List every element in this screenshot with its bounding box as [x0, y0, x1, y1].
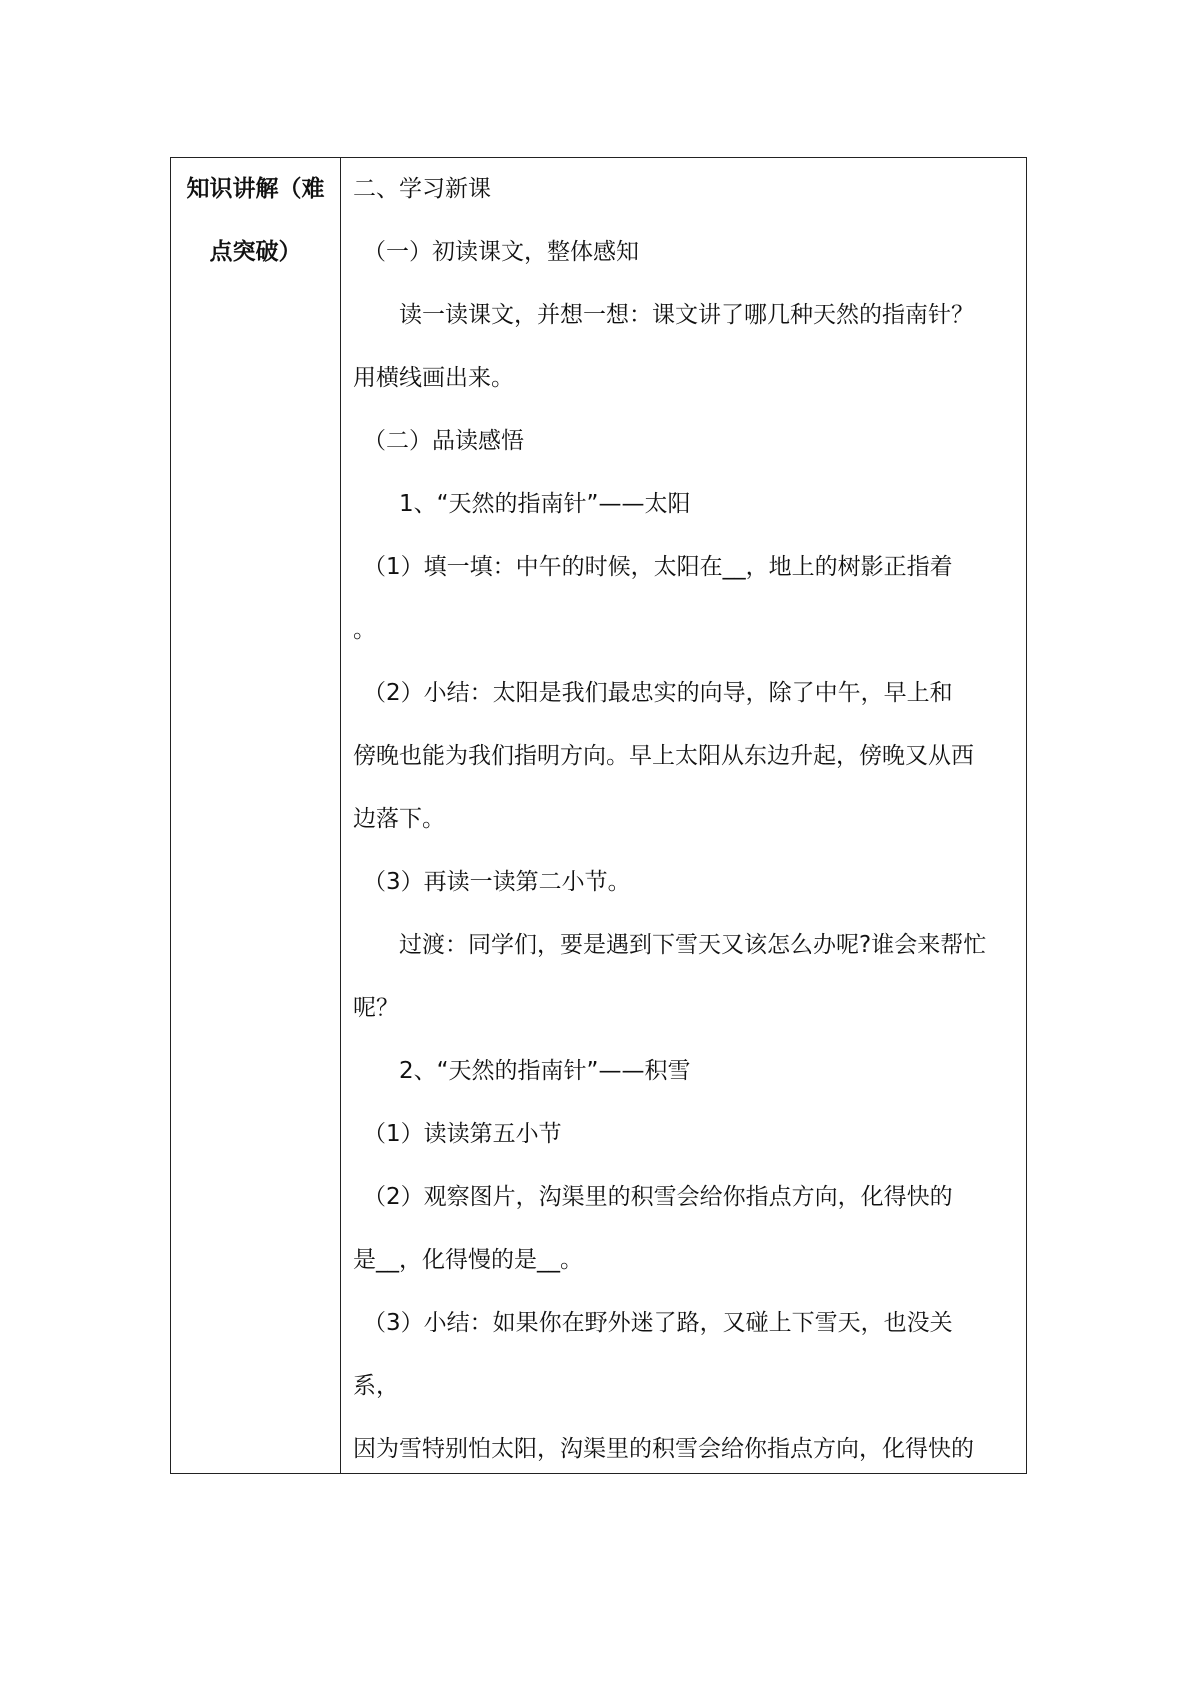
text-line: （2）小结：太阳是我们最忠实的向导，除了中午，早上和 — [363, 680, 953, 706]
text-line: 是__，化得慢的是__。 — [353, 1247, 583, 1273]
text-line: 用横线画出来。 — [353, 365, 514, 391]
text-line: （1）读读第五小节 — [363, 1121, 562, 1147]
text-line: 1、“天然的指南针”——太阳 — [399, 491, 691, 517]
lesson-content-cell — [341, 158, 1026, 1473]
text-line: （2）观察图片，沟渠里的积雪会给你指点方向，化得快的 — [363, 1184, 953, 1210]
text-line: （1）填一填：中午的时候，太阳在__，地上的树影正指着 — [363, 554, 953, 580]
text-line: （二）品读感悟 — [363, 428, 524, 454]
text-line: （一）初读课文，整体感知 — [363, 239, 639, 265]
text-line: 边落下。 — [353, 806, 445, 832]
text-line: 。 — [353, 617, 376, 643]
section-label-line-1: 知识讲解（难 — [186, 176, 325, 202]
section-label-line-2: 点突破） — [209, 239, 302, 265]
text-line: 系， — [353, 1373, 399, 1399]
text-line: 2、“天然的指南针”——积雪 — [399, 1058, 691, 1084]
text-line: 傍晚也能为我们指明方向。早上太阳从东边升起，傍晚又从西 — [353, 743, 974, 769]
section-label-cell — [171, 158, 341, 1473]
text-line: 因为雪特别怕太阳，沟渠里的积雪会给你指点方向，化得快的 — [353, 1436, 974, 1462]
lesson-table — [170, 157, 1027, 1474]
text-line: 二、学习新课 — [353, 176, 491, 202]
text-line: （3）小结：如果你在野外迷了路，又碰上下雪天，也没关 — [363, 1310, 953, 1336]
text-line: 读一读课文，并想一想：课文讲了哪几种天然的指南针？ — [399, 302, 974, 328]
text-line: 呢？ — [353, 995, 399, 1021]
text-line: 过渡：同学们，要是遇到下雪天又该怎么办呢?谁会来帮忙 — [399, 932, 987, 958]
text-line: （3）再读一读第二小节。 — [363, 869, 631, 895]
